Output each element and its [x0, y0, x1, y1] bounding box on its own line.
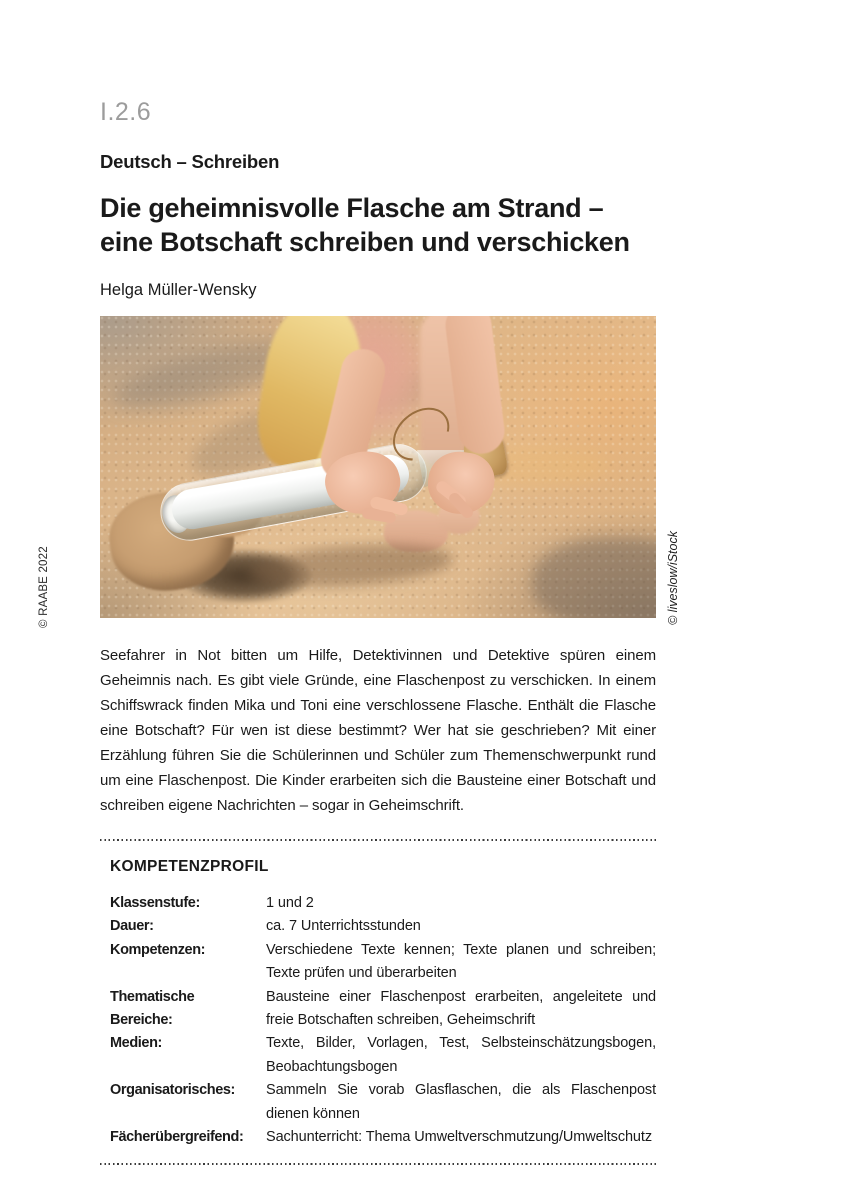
profile-value-organisatorisches: Sammeln Sie vorab Glasflaschen, die als Flaschenpost dienen können	[266, 1082, 656, 1122]
profile-label-medien: Medien:	[110, 1035, 162, 1052]
copyright-raabe: © RAABE 2022	[38, 546, 50, 628]
profile-value-dauer: ca. 7 Unterrichtsstunden	[266, 918, 421, 935]
competence-profile-heading: KOMPETENZPROFIL	[110, 858, 269, 875]
profile-label-thematische-bereiche: Thematische Bereiche:	[110, 988, 195, 1029]
profile-label-kompetenzen: Kompetenzen:	[110, 941, 206, 958]
competence-profile	[100, 858, 656, 1149]
profile-label-klassenstufe: Klassenstufe:	[110, 895, 200, 911]
dotted-rule-top	[100, 839, 656, 841]
profile-label-dauer: Dauer:	[110, 918, 154, 935]
profile-value-kompetenzen: Verschiedene Texte kennen; Texte planen und schreiben; Texte prüfen und überarbeiten	[266, 941, 656, 982]
intro-paragraph: Seefahrer in Not bitten um Hilfe, Detektivinnen und Detektive spüren einem Geheimnis nach. Es gibt viele Gründe, eine Flaschenpost zu verschicken. In einem Schiffswrack finden Mika und Toni eine verschlossene Flasche. Enthält die Flasche eine Botschaft? Für wen ist diese bestimmt? Wer hat sie geschrieben? Mit einer Erzählung führen Sie die Schülerinnen und Schüler zum Themenschwerpunkt rund um eine Flaschenpost. Die Kinder erarbeiten sich die Bausteine einer Botschaft und schreiben eigene Nachrichten – sogar in Geheimschrift.	[100, 647, 656, 814]
subject-line: Deutsch – Schreiben	[100, 151, 280, 172]
dotted-rule-bottom	[100, 1163, 656, 1165]
page-content	[100, 0, 656, 1165]
profile-value-thematische-bereiche: Bausteine einer Flaschenpost erarbeiten, angeleitete und freie Botschaften schreiben, Geheimschrift	[266, 988, 656, 1029]
page-title	[100, 191, 656, 259]
profile-value-klassenstufe: 1 und 2	[266, 895, 314, 911]
page-title-line-1: Die geheimnisvolle Flasche am Strand –	[100, 193, 604, 223]
profile-label-faecheruebergreifend: Fächerübergreifend:	[110, 1129, 244, 1146]
page-title-line-2: eine Botschaft schreiben und verschicken	[100, 227, 630, 257]
author-name: Helga Müller-Wensky	[100, 281, 257, 299]
lesson-code: I.2.6	[100, 98, 152, 126]
beach-photo	[100, 316, 656, 618]
profile-value-medien: Texte, Bilder, Vorlagen, Test, Selbsteinschätzungsbogen, Beobachtungsbogen	[266, 1035, 656, 1075]
competence-profile-table	[110, 892, 656, 1149]
photo-credit: © liveslow/iStock	[666, 531, 680, 625]
profile-value-faecheruebergreifend: Sachunterricht: Thema Umweltverschmutzung/Umweltschutz	[266, 1129, 652, 1146]
profile-label-organisatorisches: Organisatorisches:	[110, 1082, 235, 1099]
